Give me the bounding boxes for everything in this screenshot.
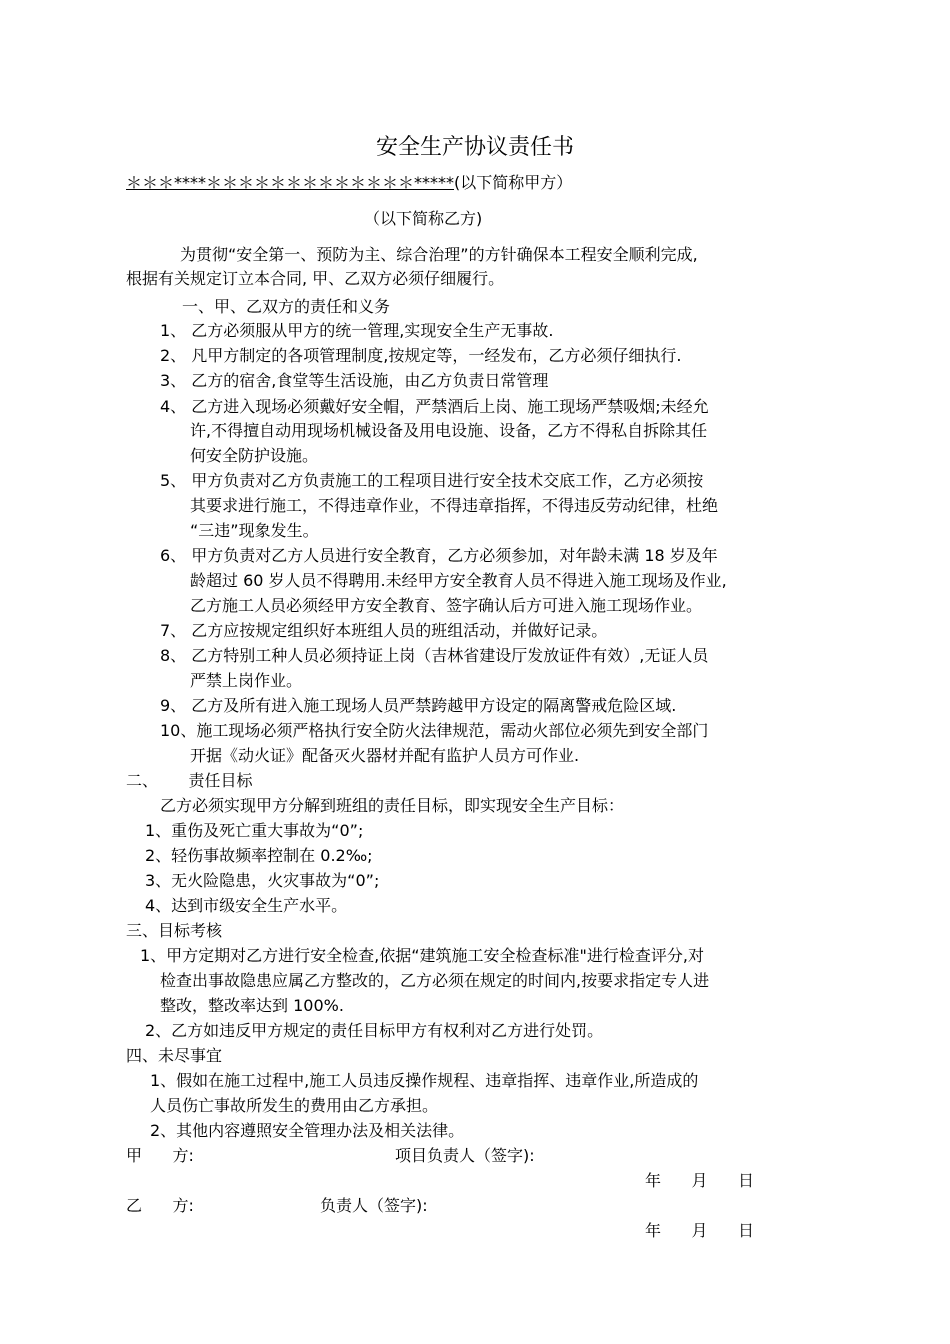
section-4-heading: 四、未尽事宜 bbox=[126, 1046, 223, 1065]
s1-item-3: 3、 乙方的宿舍,食堂等生活设施，由乙方负责日常管理 bbox=[160, 371, 549, 390]
s2-item-3: 3、无火险隐患，火灾事故为“0”; bbox=[145, 871, 380, 890]
s1-item-10-line-2: 开据《动火证》配备灭火器材并配有监护人员方可作业. bbox=[190, 746, 580, 765]
s1-item-1: 1、 乙方必须服从甲方的统一管理,实现安全生产无事故. bbox=[160, 321, 554, 340]
intro-line-2: 根据有关规定订立本合同, 甲、乙双方必须仔细履行。 bbox=[126, 269, 505, 288]
s1-item-5-line-1: 5、 甲方负责对乙方负责施工的工程项目进行安全技术交底工作，乙方必须按 bbox=[160, 471, 704, 490]
intro-line-1: 为贯彻“安全第一、预防为主、综合治理”的方针确保本工程安全顺利完成, bbox=[180, 245, 698, 264]
s3-item-1-line-3: 整改，整改率达到 100%. bbox=[160, 996, 344, 1015]
party-b-date: 年 月 日 bbox=[645, 1221, 755, 1240]
s4-item-2: 2、其他内容遵照安全管理办法及相关法律。 bbox=[150, 1121, 465, 1140]
project-manager-signature-label: 项目负责人（签字): bbox=[395, 1146, 535, 1165]
s1-item-4-line-3: 何安全防护设施。 bbox=[190, 446, 319, 465]
s1-item-6-line-2: 龄超过 60 岁人员不得聘用.未经甲方安全教育人员不得进入施工现场及作业, bbox=[190, 571, 727, 590]
section-2-heading: 二、 责任目标 bbox=[126, 771, 253, 790]
manager-signature-label: 负责人（签字): bbox=[320, 1196, 428, 1215]
s4-item-1-line-1: 1、假如在施工过程中,施工人员违反操作规程、违章指挥、违章作业,所造成的 bbox=[150, 1071, 699, 1090]
s1-item-10-line-1: 10、施工现场必须严格执行安全防火法律规范，需动火部位必须先到安全部门 bbox=[160, 721, 709, 740]
s1-item-2: 2、 凡甲方制定的各项管理制度,按规定等，一经发布，乙方必须仔细执行. bbox=[160, 346, 682, 365]
s2-item-2: 2、轻伤事故频率控制在 0.2‰; bbox=[145, 846, 373, 865]
section-2-intro: 乙方必须实现甲方分解到班组的责任目标，即实现安全生产目标： bbox=[160, 796, 625, 815]
s1-item-5-line-2: 其要求进行施工，不得违章作业，不得违章指挥，不得违反劳动纪律，杜绝 bbox=[190, 496, 719, 515]
s1-item-6-line-1: 6、 甲方负责对乙方人员进行安全教育，乙方必须参加，对年龄未满 18 岁及年 bbox=[160, 546, 718, 565]
s1-item-7: 7、 乙方应按规定组织好本班组人员的班组活动，并做好记录。 bbox=[160, 621, 608, 640]
s3-item-2: 2、乙方如违反甲方规定的责任目标甲方有权利对乙方进行处罚。 bbox=[145, 1021, 604, 1040]
party-a-line bbox=[126, 172, 572, 194]
s2-item-1: 1、重伤及死亡重大事故为“0”; bbox=[145, 821, 364, 840]
party-a-date: 年 月 日 bbox=[645, 1171, 755, 1190]
s1-item-4-line-1: 4、 乙方进入现场必须戴好安全帽，严禁酒后上岗、施工现场严禁吸烟;未经允 bbox=[160, 397, 709, 416]
party-a-name-placeholder: ＊＊＊****＊＊＊＊＊＊＊＊＊＊＊＊＊***** bbox=[126, 173, 455, 192]
s4-item-1-line-2: 人员伤亡事故所发生的费用由乙方承担。 bbox=[150, 1096, 439, 1115]
party-a-signature-label: 甲 方: bbox=[126, 1146, 194, 1165]
s3-item-1-line-2: 检查出事故隐患应属乙方整改的，乙方必须在规定的时间内,按要求指定专人进 bbox=[160, 971, 710, 990]
s2-item-4: 4、达到市级安全生产水平。 bbox=[145, 896, 348, 915]
party-b-line: （以下简称乙方) bbox=[364, 209, 483, 228]
section-3-heading: 三、目标考核 bbox=[126, 921, 223, 940]
party-b-signature-label: 乙 方: bbox=[126, 1196, 194, 1215]
s1-item-8-line-2: 严禁上岗作业。 bbox=[190, 671, 303, 690]
s3-item-1-line-1: 1、甲方定期对乙方进行安全检查,依据“建筑施工安全检查标准"进行检查评分,对 bbox=[140, 946, 705, 965]
section-1-heading: 一、甲、乙双方的责任和义务 bbox=[182, 297, 391, 316]
s1-item-8-line-1: 8、 乙方特别工种人员必须持证上岗（吉林省建设厅发放证件有效）,无证人员 bbox=[160, 646, 709, 665]
s1-item-9: 9、 乙方及所有进入施工现场人员严禁跨越甲方设定的隔离警戒危险区域. bbox=[160, 696, 677, 715]
s1-item-6-line-3: 乙方施工人员必须经甲方安全教育、签字确认后方可进入施工现场作业。 bbox=[190, 596, 703, 615]
s1-item-4-line-2: 许,不得擅自动用现场机械设备及用电设施、设备，乙方不得私自拆除其任 bbox=[190, 421, 708, 440]
party-a-suffix: (以下简称甲方） bbox=[454, 173, 573, 192]
s1-item-5-line-3: “三违”现象发生。 bbox=[190, 521, 319, 540]
document-title: 安全生产协议责任书 bbox=[375, 135, 574, 160]
